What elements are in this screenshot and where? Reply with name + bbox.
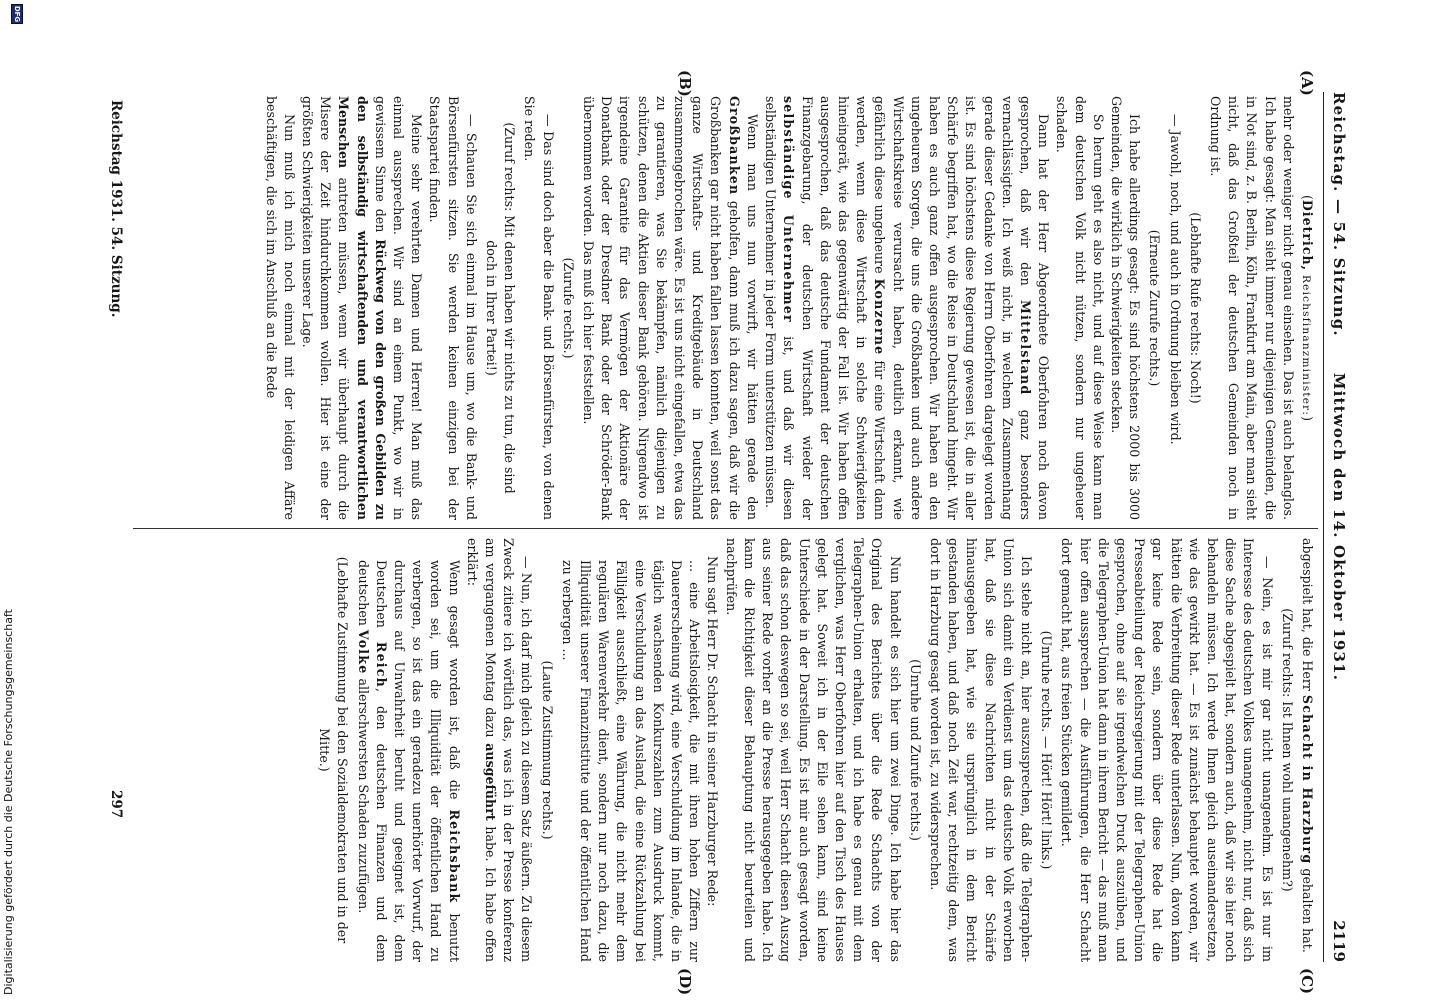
text-run: habe. Ich habe offen erklärt:: [464, 538, 499, 962]
quotation: ... eine Arbeitslosigkeit, die mit ihren hohen Ziffern zur Dauererscheinung wird, eine Verschuldung im Inlande, die in täglich wachsenden Konkurszahlen zum Ausdruck kommt, eine Verschuldung an das Ausland, die eine Rückzahlung bei Fälligkeit ausschließt, eine Währung, die nicht mehr dem regulären Warenverkehr dient, sondern nur noch dazu, die Illiquidität unserer Finanzinstitute und der öffentlichen Hand zu verbergen ...: [559, 560, 703, 962]
interjection: (Zuruf rechts: Ist Ihnen wohl unangenehm?): [1279, 608, 1295, 892]
speaker-name: Dietrich,: [1300, 199, 1315, 272]
text-run: benutzt worden sei, um die Illiquidität der öffentlichen Hand zu verbergen, so ist das ein geradezu unerhörter Vorwurf, der durchaus auf Unwahrheit beruht und geeignet ist, dem Deutschen: [373, 560, 462, 963]
paragraph: [579, 96, 761, 520]
paragraph: — Das sind doch aber die Bank- und Börsenfürsten, von denen Sie reden.: [522, 96, 556, 520]
quotation: [353, 538, 462, 962]
interjection: (Laute Zustimmung rechts.): [539, 660, 555, 840]
text-run: ist, und daß wir diesen selbständigen Unternehmer in jeder Form unterstützen müssen.: [763, 96, 797, 520]
funding-note-text: Digitalisierung gefördert durch die Deutsche Forschungsgemeinschaft: [2, 609, 15, 995]
text-run: — Nun, ich darf mich gleich zu diesem Satz äußern. Zu diesem Zweck zitiere ich wörtlich das, was ich in der Presse konferenz am vergangenen Montag dazu: [483, 538, 535, 962]
interjection: (Zuruf rechts: Mit denen haben wir nichts zu tun, die sind doch in Ihrer Partei!): [484, 122, 518, 494]
paragraph: Nun sagt Herr Dr. Schacht in seiner Harzburger Rede:: [705, 556, 721, 907]
margin-marker-c: (C): [1298, 968, 1316, 995]
paragraph: [761, 96, 1052, 520]
paragraph: [1298, 538, 1316, 962]
paragraph: mehr oder weniger nicht genau einsehen. Das ist auch belanglos. Ich habe gesagt: Man sieht immer nur diejenigen Gemeinden, die in Not sind, z. B. Berlin, Köln, Frankfurt am Main, aber man sieht nicht, daß das Großteil der deutschen Gemeinden noch in Ordnung ist.: [1207, 96, 1296, 520]
emphasis: Schacht in Harzburg: [1300, 694, 1315, 865]
paragraph: — Jawohl, noch, und auch in Ordnung bleiben wird.: [1167, 114, 1183, 445]
paragraph: Ich stehe nicht an, hier auszusprechen, daß die Telegraphen-Union sich damit ein Verdienst um das deutsche Volk erworben hat, daß sie diese Nachrichten nicht in der Schärfe hinausgegeben hat, wie sie ursprünglich in dem Bericht gestanden haben, und daß noch Zeit war, rechtzeitig dem, was dort in Harzburg gesagt worden ist, zu widersprechen.: [927, 538, 1034, 962]
text-run: ganz besonders vernachlässigten. Ich weiß nicht, in welchem Zusammenhang gerade dieser Gedanke von Herrn Oberfohren dargelegt worden ist. Es sind höchstens diese Regierung gewesen ist, die in aller Schärfe begriffen hat, wo die Reise in Deutschland hingeht. Wir haben es auch ganz offen ausgesprochen. Wir haben an den ungeheuren Sorgen, die uns die Großbanken und auch andere Wirtschaftskreise verursacht haben, deutlich erkannt, wie gefährlich diese ungeheure: [872, 96, 1033, 520]
right-column: [313, 538, 1316, 962]
margin-marker-a: (A): [1298, 70, 1316, 96]
interjection: (Unruhe und Zurufe rechts.): [907, 659, 923, 841]
text-run: Dann hat der Herr Abgeordnete Oberfohren noch davon gesprochen, daß wir den: [1017, 96, 1052, 520]
margin-marker-d: (D): [676, 968, 694, 996]
emphasis: Volke: [355, 629, 371, 675]
left-column: [261, 96, 1316, 520]
paragraph: Ich habe allerdings gesagt: Es sind höchstens 2000 bis 3000 Gemeinden, die wirklich in Schwierigkeiten stecken.: [1108, 96, 1143, 520]
header-left: Reichstag. — 54. Sitzung.: [1330, 92, 1348, 337]
footer-page-number: 297: [108, 790, 124, 819]
interjection: (Zurufe rechts.): [560, 257, 576, 359]
emphasis: Rückweg von den großen Gebilden zu den selbständig wirtschaftenden und verantwortlichen Menschen: [336, 96, 388, 521]
speaker-role: Reichsfinanzminister:: [1300, 275, 1312, 417]
page-header: [1322, 92, 1348, 962]
text-run: , den deutschen Finanzen und dem deutschen: [355, 560, 389, 962]
text-run: Wenn man uns nun vorwirft, wir hätten gerade den: [744, 114, 760, 520]
interjection: (Erneute Zurufe rechts.): [1147, 229, 1163, 387]
interjection: (Unruhe rechts. — Hört! Hört! links.): [1039, 630, 1055, 870]
paragraph: Nun handelt es sich hier um zwei Dinge. Ich habe hier das Original des Berichtes über die Rede Schachts von der Telegraphen-Union erhalten, und ich habe es genau mit dem verglichen, was Herr Oberfohren hier auf den Tisch des Hauses gelegt hat. Soweit ich in der Eile sehen kann, sind keine Unterschiede in der Darstellung. Es ist mir auch gesagt worden, daß das schon deswegen so sei, weil Herr Schacht diesen Auszug aus seiner Rede vorher an die Presse herausgegeben habe. Ich kann die Richtigkeit dieser Behauptung nicht beurteilen und nachprüfen.: [723, 538, 903, 962]
text-run: antreten müssen, wenn wir überhaupt durch die Misere der Zeit hindurchkommen wollen. Hier ist eine der größten Schwierigkeiten unserer Lage.: [300, 96, 352, 520]
header-date: Mittwoch den 14. Oktober 1931.: [1330, 372, 1348, 682]
paragraph: [463, 538, 536, 962]
paragraph: — Schauen Sie sich einmal im Hause um, wo die Bank- und Börsenfürsten sitzen. Sie werden keinen einzigen bei der Staatspartei finden.: [427, 96, 479, 520]
emphasis: ausgeführt: [483, 743, 499, 821]
funding-note: [2, 609, 15, 995]
paragraph: So herum geht es also nicht, und auf diese Weise kann man dem deutschen Volk nicht nützen, sondern nur ungeheuer schaden.: [1054, 96, 1106, 520]
text-run: gehalten hat.: [1300, 864, 1315, 953]
speaker-line: (Dietrich, Reichsfinanzminister:): [1300, 194, 1315, 422]
emphasis: Konzerne: [872, 278, 888, 356]
interjection: (Lebhafte Zustimmung bei den Sozialdemokraten und in der Mitte.): [317, 556, 351, 944]
text-run: abgespielt hat, die Herr: [1300, 538, 1315, 695]
emphasis: Großbanken: [726, 96, 742, 196]
emphasis: selbständige Unternehmer: [781, 96, 797, 323]
footer-session: Reichstag 1931. 54. Sitzung.: [108, 100, 124, 318]
paragraph: Nun muß ich mich noch einmal mit der leidigen Affäre beschäftigen, die sich im Anschluß an die Rede: [263, 96, 297, 520]
paragraph: [298, 96, 425, 520]
text-run: für eine Wirtschaft dann werden, wenn diese Wirtschaft in solche Schwierigkeiten hineingerät, wie das gegenwärtig der Fall ist. Wir haben offen ausgesprochen, daß das deutsche Fundament der deutschen Finanzgebarung, der deutschen Wirtschaft wieder der: [799, 96, 888, 520]
emphasis: Reich: [373, 641, 389, 689]
emphasis: Mittelstand: [1017, 300, 1033, 396]
text-run: allerschwersten Schaden zuzufügen.: [355, 674, 371, 914]
interjection: (Lebhafte Rufe rechts: Noch!): [1187, 212, 1203, 404]
text-run: Meine sehr verehrten Damen und Herren! Man muß das einmal aussprechen. Wir sind an einem Punkt, wo wir in gewissem Sinne den: [372, 96, 425, 520]
header-page-number: 2119: [1330, 920, 1348, 962]
text-run: Wenn gesagt worden ist, daß die: [446, 560, 462, 810]
dfg-logo-icon: DFG: [13, 5, 21, 23]
header-rule: [1323, 92, 1324, 962]
margin-marker-b: (B): [676, 70, 694, 97]
text-run: geholfen, dann muß ich dazu sagen, daß wir die Großbanken gar nicht haben fallen lassen konnten, weil sonst das ganze Wirtschafts- und Kreditgebäude in Deutschland zusammengebrochen wäre. Es ist uns nicht eingefallen, etwa das zu garantieren, was Sie bekämpfen, nämlich diejenigen zu schützen, denen die Aktien dieser Bank gehören. Nirgendwo ist irgendeine Garantie für das Vermögen der Aktionäre der Donatbank oder der Dresdner Bank oder der Schröder-Bank übernommen worden. Das muß ich hier feststellen.: [581, 96, 742, 520]
paragraph: — Nein, es ist mir gar nicht unangenehm. Es ist nur im Interesse des deutschen Volkes unangenehm, nicht nur, daß sich diese Sache abgespielt hat, sondern auch, daß wir sie hier noch behandeln müssen. Ich werde Ihnen gleich auseinandersetzen, wie das gewirkt hat. — Es ist zunächst behauptet worden, wir hätten die Verbreitung dieser Rede unterlassen. Nun, davon kann gar keine Rede sein, sondern über diese Rede hat die Presseabteilung der Reichsregierung mit der Telegraphen-Union gesprochen, ohne auf sie irgendwelchen Druck auszuüben, und die Telegraphen-Union hat dann in ihrem Bericht — das muß man hier offen aussprechen — die Ausführungen, die Herr Schacht dort gemacht hat, aus freien Stücken gemildert.: [1059, 538, 1275, 962]
column-divider: [133, 528, 1318, 529]
emphasis: Reichsbank: [446, 809, 462, 904]
